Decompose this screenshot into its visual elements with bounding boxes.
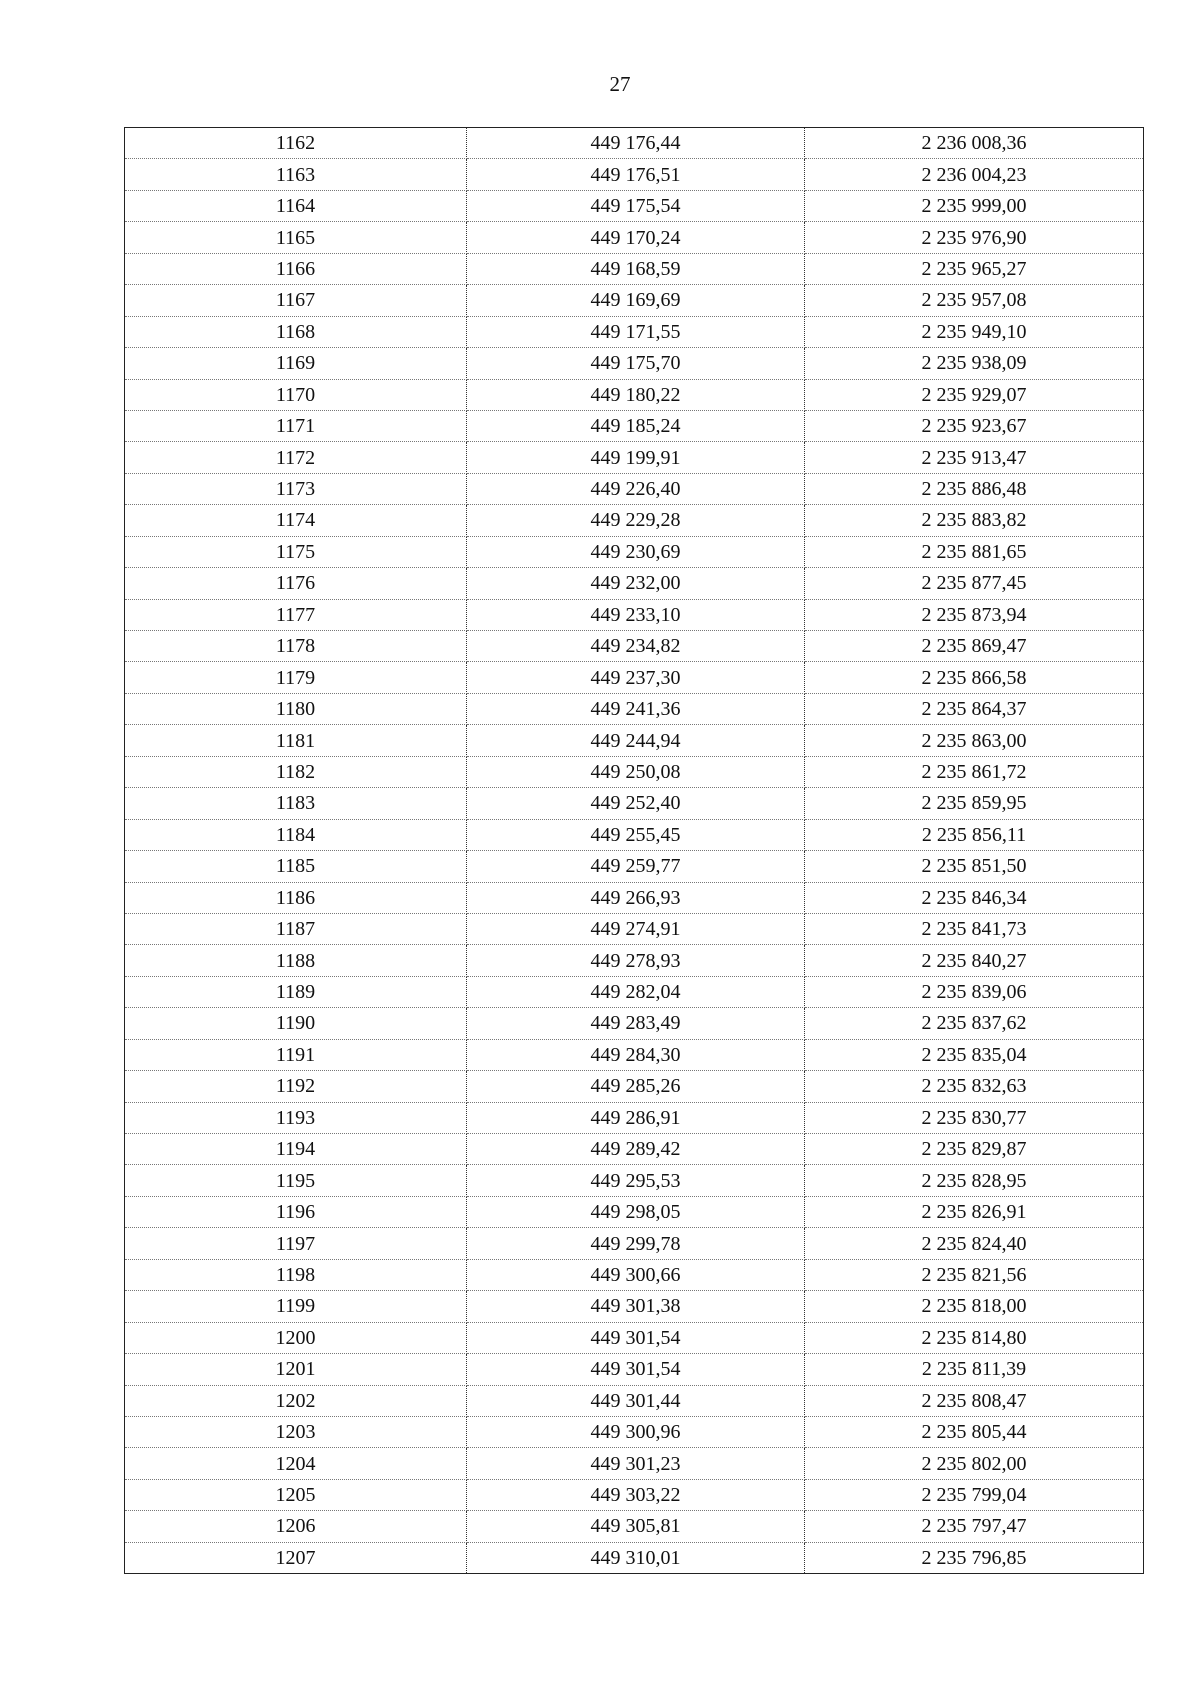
x-coordinate-cell: 449 169,69 bbox=[467, 285, 805, 316]
point-number-cell: 1172 bbox=[125, 442, 467, 473]
x-coordinate-cell: 449 170,24 bbox=[467, 222, 805, 253]
point-number-cell: 1177 bbox=[125, 599, 467, 630]
x-coordinate-cell: 449 180,22 bbox=[467, 379, 805, 410]
y-coordinate-cell: 2 235 976,90 bbox=[805, 222, 1144, 253]
point-number-cell: 1193 bbox=[125, 1102, 467, 1133]
y-coordinate-cell: 2 235 839,06 bbox=[805, 976, 1144, 1007]
x-coordinate-cell: 449 295,53 bbox=[467, 1165, 805, 1196]
coordinates-table-body bbox=[125, 128, 1144, 1574]
point-number-cell: 1186 bbox=[125, 882, 467, 913]
point-number-cell: 1176 bbox=[125, 568, 467, 599]
x-coordinate-cell: 449 175,70 bbox=[467, 348, 805, 379]
point-number-cell: 1201 bbox=[125, 1354, 467, 1385]
page-number: 27 bbox=[609, 72, 631, 96]
table-row bbox=[125, 128, 1144, 159]
table-row bbox=[125, 159, 1144, 190]
x-coordinate-cell: 449 305,81 bbox=[467, 1511, 805, 1542]
y-coordinate-cell: 2 235 829,87 bbox=[805, 1134, 1144, 1165]
point-number-cell: 1187 bbox=[125, 913, 467, 944]
x-coordinate-cell: 449 250,08 bbox=[467, 756, 805, 787]
table-row bbox=[125, 945, 1144, 976]
y-coordinate-cell: 2 235 869,47 bbox=[805, 631, 1144, 662]
y-coordinate-cell: 2 235 797,47 bbox=[805, 1511, 1144, 1542]
y-coordinate-cell: 2 235 866,58 bbox=[805, 662, 1144, 693]
y-coordinate-cell: 2 235 824,40 bbox=[805, 1228, 1144, 1259]
x-coordinate-cell: 449 301,38 bbox=[467, 1291, 805, 1322]
point-number-cell: 1175 bbox=[125, 536, 467, 567]
x-coordinate-cell: 449 252,40 bbox=[467, 788, 805, 819]
point-number-cell: 1204 bbox=[125, 1448, 467, 1479]
y-coordinate-cell: 2 235 805,44 bbox=[805, 1416, 1144, 1447]
y-coordinate-cell: 2 235 873,94 bbox=[805, 599, 1144, 630]
table-row bbox=[125, 190, 1144, 221]
point-number-cell: 1169 bbox=[125, 348, 467, 379]
y-coordinate-cell: 2 235 835,04 bbox=[805, 1039, 1144, 1070]
y-coordinate-cell: 2 235 796,85 bbox=[805, 1542, 1144, 1573]
y-coordinate-cell: 2 235 846,34 bbox=[805, 882, 1144, 913]
y-coordinate-cell: 2 235 929,07 bbox=[805, 379, 1144, 410]
x-coordinate-cell: 449 168,59 bbox=[467, 253, 805, 284]
y-coordinate-cell: 2 235 863,00 bbox=[805, 725, 1144, 756]
point-number-cell: 1166 bbox=[125, 253, 467, 284]
point-number-cell: 1207 bbox=[125, 1542, 467, 1573]
x-coordinate-cell: 449 282,04 bbox=[467, 976, 805, 1007]
point-number-cell: 1202 bbox=[125, 1385, 467, 1416]
table-row bbox=[125, 379, 1144, 410]
y-coordinate-cell: 2 235 877,45 bbox=[805, 568, 1144, 599]
table-row bbox=[125, 348, 1144, 379]
table-row bbox=[125, 1039, 1144, 1070]
x-coordinate-cell: 449 298,05 bbox=[467, 1196, 805, 1227]
y-coordinate-cell: 2 235 965,27 bbox=[805, 253, 1144, 284]
table-row bbox=[125, 316, 1144, 347]
table-row bbox=[125, 568, 1144, 599]
x-coordinate-cell: 449 232,00 bbox=[467, 568, 805, 599]
table-row bbox=[125, 1228, 1144, 1259]
point-number-cell: 1181 bbox=[125, 725, 467, 756]
table-row bbox=[125, 285, 1144, 316]
point-number-cell: 1203 bbox=[125, 1416, 467, 1447]
y-coordinate-cell: 2 235 814,80 bbox=[805, 1322, 1144, 1353]
x-coordinate-cell: 449 199,91 bbox=[467, 442, 805, 473]
x-coordinate-cell: 449 303,22 bbox=[467, 1479, 805, 1510]
table-row bbox=[125, 851, 1144, 882]
point-number-cell: 1163 bbox=[125, 159, 467, 190]
table-row bbox=[125, 410, 1144, 441]
table-row bbox=[125, 473, 1144, 504]
point-number-cell: 1198 bbox=[125, 1259, 467, 1290]
x-coordinate-cell: 449 234,82 bbox=[467, 631, 805, 662]
x-coordinate-cell: 449 283,49 bbox=[467, 1008, 805, 1039]
coordinates-table bbox=[124, 127, 1144, 1574]
x-coordinate-cell: 449 274,91 bbox=[467, 913, 805, 944]
x-coordinate-cell: 449 266,93 bbox=[467, 882, 805, 913]
y-coordinate-cell: 2 235 821,56 bbox=[805, 1259, 1144, 1290]
table-row bbox=[125, 1134, 1144, 1165]
x-coordinate-cell: 449 241,36 bbox=[467, 693, 805, 724]
y-coordinate-cell: 2 235 818,00 bbox=[805, 1291, 1144, 1322]
table-row bbox=[125, 1354, 1144, 1385]
x-coordinate-cell: 449 255,45 bbox=[467, 819, 805, 850]
y-coordinate-cell: 2 235 826,91 bbox=[805, 1196, 1144, 1227]
table-row bbox=[125, 1479, 1144, 1510]
x-coordinate-cell: 449 185,24 bbox=[467, 410, 805, 441]
x-coordinate-cell: 449 300,96 bbox=[467, 1416, 805, 1447]
table-row bbox=[125, 631, 1144, 662]
y-coordinate-cell: 2 235 851,50 bbox=[805, 851, 1144, 882]
x-coordinate-cell: 449 310,01 bbox=[467, 1542, 805, 1573]
x-coordinate-cell: 449 301,54 bbox=[467, 1322, 805, 1353]
point-number-cell: 1182 bbox=[125, 756, 467, 787]
point-number-cell: 1196 bbox=[125, 1196, 467, 1227]
y-coordinate-cell: 2 235 949,10 bbox=[805, 316, 1144, 347]
y-coordinate-cell: 2 235 856,11 bbox=[805, 819, 1144, 850]
y-coordinate-cell: 2 235 840,27 bbox=[805, 945, 1144, 976]
x-coordinate-cell: 449 301,54 bbox=[467, 1354, 805, 1385]
point-number-cell: 1191 bbox=[125, 1039, 467, 1070]
x-coordinate-cell: 449 229,28 bbox=[467, 505, 805, 536]
point-number-cell: 1190 bbox=[125, 1008, 467, 1039]
y-coordinate-cell: 2 235 881,65 bbox=[805, 536, 1144, 567]
y-coordinate-cell: 2 235 799,04 bbox=[805, 1479, 1144, 1510]
x-coordinate-cell: 449 301,23 bbox=[467, 1448, 805, 1479]
x-coordinate-cell: 449 286,91 bbox=[467, 1102, 805, 1133]
y-coordinate-cell: 2 235 923,67 bbox=[805, 410, 1144, 441]
x-coordinate-cell: 449 289,42 bbox=[467, 1134, 805, 1165]
point-number-cell: 1184 bbox=[125, 819, 467, 850]
x-coordinate-cell: 449 285,26 bbox=[467, 1071, 805, 1102]
table-row bbox=[125, 1165, 1144, 1196]
x-coordinate-cell: 449 278,93 bbox=[467, 945, 805, 976]
point-number-cell: 1195 bbox=[125, 1165, 467, 1196]
table-row bbox=[125, 1416, 1144, 1447]
y-coordinate-cell: 2 236 004,23 bbox=[805, 159, 1144, 190]
x-coordinate-cell: 449 244,94 bbox=[467, 725, 805, 756]
y-coordinate-cell: 2 235 864,37 bbox=[805, 693, 1144, 724]
point-number-cell: 1189 bbox=[125, 976, 467, 1007]
y-coordinate-cell: 2 235 808,47 bbox=[805, 1385, 1144, 1416]
point-number-cell: 1205 bbox=[125, 1479, 467, 1510]
point-number-cell: 1167 bbox=[125, 285, 467, 316]
x-coordinate-cell: 449 233,10 bbox=[467, 599, 805, 630]
y-coordinate-cell: 2 235 913,47 bbox=[805, 442, 1144, 473]
y-coordinate-cell: 2 235 999,00 bbox=[805, 190, 1144, 221]
table-row bbox=[125, 662, 1144, 693]
point-number-cell: 1165 bbox=[125, 222, 467, 253]
y-coordinate-cell: 2 235 828,95 bbox=[805, 1165, 1144, 1196]
x-coordinate-cell: 449 259,77 bbox=[467, 851, 805, 882]
y-coordinate-cell: 2 235 861,72 bbox=[805, 756, 1144, 787]
y-coordinate-cell: 2 235 837,62 bbox=[805, 1008, 1144, 1039]
table-row bbox=[125, 222, 1144, 253]
table-row bbox=[125, 1071, 1144, 1102]
point-number-cell: 1162 bbox=[125, 128, 467, 159]
x-coordinate-cell: 449 171,55 bbox=[467, 316, 805, 347]
table-row bbox=[125, 1511, 1144, 1542]
point-number-cell: 1183 bbox=[125, 788, 467, 819]
y-coordinate-cell: 2 235 802,00 bbox=[805, 1448, 1144, 1479]
point-number-cell: 1180 bbox=[125, 693, 467, 724]
table-row bbox=[125, 599, 1144, 630]
table-row bbox=[125, 1008, 1144, 1039]
table-row bbox=[125, 253, 1144, 284]
x-coordinate-cell: 449 226,40 bbox=[467, 473, 805, 504]
point-number-cell: 1173 bbox=[125, 473, 467, 504]
x-coordinate-cell: 449 299,78 bbox=[467, 1228, 805, 1259]
y-coordinate-cell: 2 235 938,09 bbox=[805, 348, 1144, 379]
x-coordinate-cell: 449 176,44 bbox=[467, 128, 805, 159]
y-coordinate-cell: 2 235 811,39 bbox=[805, 1354, 1144, 1385]
table-row bbox=[125, 536, 1144, 567]
x-coordinate-cell: 449 301,44 bbox=[467, 1385, 805, 1416]
point-number-cell: 1185 bbox=[125, 851, 467, 882]
table-row bbox=[125, 882, 1144, 913]
table-row bbox=[125, 819, 1144, 850]
x-coordinate-cell: 449 175,54 bbox=[467, 190, 805, 221]
x-coordinate-cell: 449 230,69 bbox=[467, 536, 805, 567]
x-coordinate-cell: 449 176,51 bbox=[467, 159, 805, 190]
table-row bbox=[125, 1259, 1144, 1290]
y-coordinate-cell: 2 235 859,95 bbox=[805, 788, 1144, 819]
y-coordinate-cell: 2 235 886,48 bbox=[805, 473, 1144, 504]
table-row bbox=[125, 976, 1144, 1007]
table-row bbox=[125, 756, 1144, 787]
point-number-cell: 1200 bbox=[125, 1322, 467, 1353]
table-row bbox=[125, 442, 1144, 473]
table-row bbox=[125, 1448, 1144, 1479]
point-number-cell: 1174 bbox=[125, 505, 467, 536]
x-coordinate-cell: 449 237,30 bbox=[467, 662, 805, 693]
x-coordinate-cell: 449 284,30 bbox=[467, 1039, 805, 1070]
point-number-cell: 1192 bbox=[125, 1071, 467, 1102]
y-coordinate-cell: 2 235 830,77 bbox=[805, 1102, 1144, 1133]
y-coordinate-cell: 2 235 957,08 bbox=[805, 285, 1144, 316]
y-coordinate-cell: 2 236 008,36 bbox=[805, 128, 1144, 159]
table-row bbox=[125, 1291, 1144, 1322]
point-number-cell: 1168 bbox=[125, 316, 467, 347]
point-number-cell: 1206 bbox=[125, 1511, 467, 1542]
x-coordinate-cell: 449 300,66 bbox=[467, 1259, 805, 1290]
point-number-cell: 1197 bbox=[125, 1228, 467, 1259]
table-row bbox=[125, 505, 1144, 536]
table-row bbox=[125, 725, 1144, 756]
table-row bbox=[125, 788, 1144, 819]
point-number-cell: 1164 bbox=[125, 190, 467, 221]
point-number-cell: 1178 bbox=[125, 631, 467, 662]
y-coordinate-cell: 2 235 883,82 bbox=[805, 505, 1144, 536]
point-number-cell: 1171 bbox=[125, 410, 467, 441]
table-row bbox=[125, 913, 1144, 944]
point-number-cell: 1188 bbox=[125, 945, 467, 976]
point-number-cell: 1194 bbox=[125, 1134, 467, 1165]
table-row bbox=[125, 1385, 1144, 1416]
y-coordinate-cell: 2 235 841,73 bbox=[805, 913, 1144, 944]
point-number-cell: 1199 bbox=[125, 1291, 467, 1322]
point-number-cell: 1170 bbox=[125, 379, 467, 410]
y-coordinate-cell: 2 235 832,63 bbox=[805, 1071, 1144, 1102]
table-row bbox=[125, 1196, 1144, 1227]
table-row bbox=[125, 1542, 1144, 1573]
point-number-cell: 1179 bbox=[125, 662, 467, 693]
table-row bbox=[125, 1322, 1144, 1353]
table-row bbox=[125, 693, 1144, 724]
table-row bbox=[125, 1102, 1144, 1133]
